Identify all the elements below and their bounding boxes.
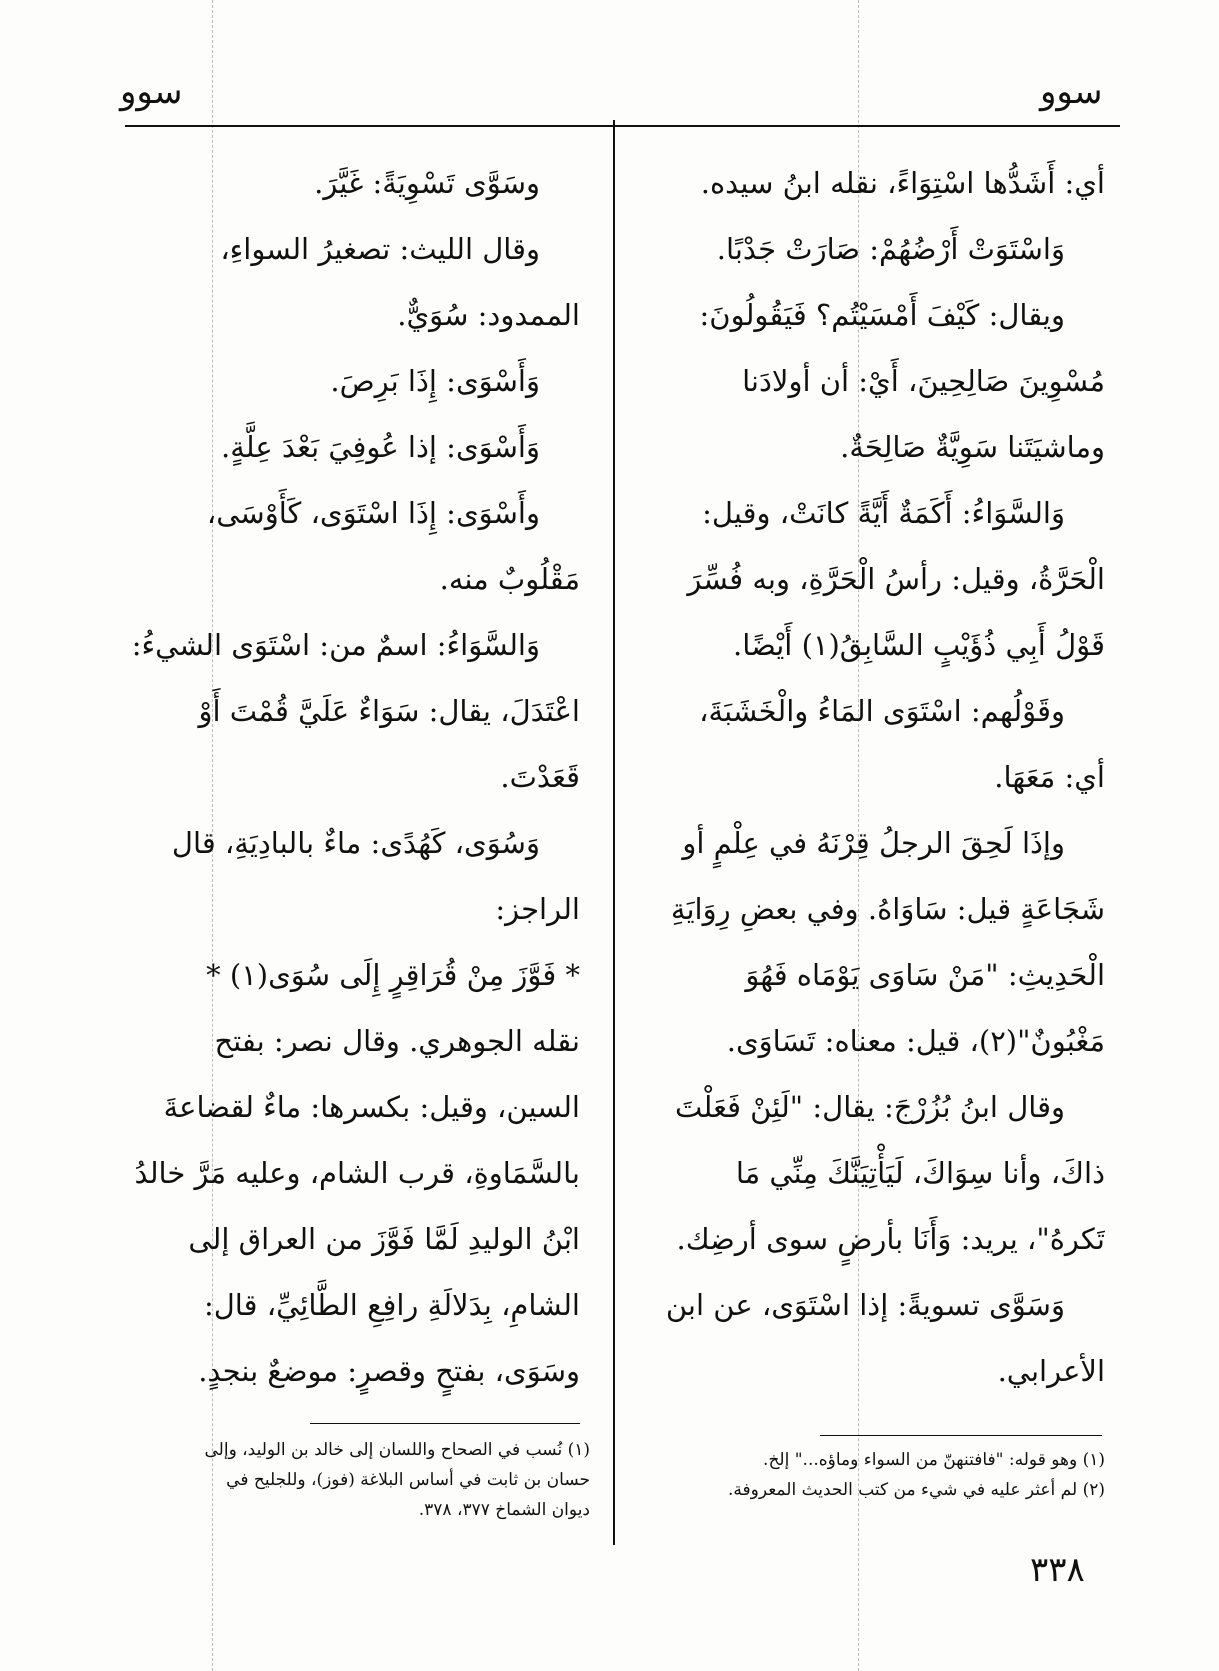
text-line: الأعرابي.: [997, 1354, 1105, 1388]
text-line: وَالسَّوَاءُ: اسمٌ من: اسْتَوَى الشيءُ:: [131, 628, 540, 662]
footnote-rule-left: [310, 1423, 580, 1424]
text-line: بالسَّمَاوةِ، قرب الشام، وعليه مَرَّ خالدُ: [134, 1156, 580, 1190]
header-rule: [125, 125, 1120, 127]
text-line: وقال ابنُ بُزُرْجَ: يقال: "لَئِنْ فَعَلْتَ: [675, 1090, 1065, 1124]
text-line: وماشيَتَنا سَوِيَّةٌ صَالِحَةٌ.: [840, 430, 1105, 464]
text-line: نقله الجوهري. وقال نصر: بفتح: [214, 1024, 580, 1058]
text-line: شَجَاعَةٍ قيل: سَاوَاهُ. وفي بعضِ رِوَايَةِ: [670, 892, 1105, 926]
column-divider: [613, 120, 615, 1545]
text-line: وَأَسْوَى: إذا عُوفِيَ بَعْدَ عِلَّةٍ.: [221, 430, 540, 464]
right-column: [650, 150, 1105, 1404]
text-line: تَكرهُ"، يريد: وَأَنَا بأرضٍ سوى أرضِك.: [676, 1222, 1105, 1256]
text-line: الراجز:: [495, 892, 580, 926]
text-line: وقال الليث: تصغيرُ السواءِ،: [220, 232, 540, 266]
text-line: وَالسَّوَاءُ: أَكَمَةٌ أَيَّةً كانَتْ، وقيل:: [702, 496, 1065, 530]
text-line: أي: أَشَدُّها اسْتِوَاءً، نقله ابنُ سيده.: [700, 166, 1105, 200]
text-line: وإذَا لَحِقَ الرجلُ قِرْنَهُ في عِلْمٍ أو: [682, 826, 1065, 860]
text-line: وَاسْتَوَتْ أَرْضُهُمْ: صَارَتْ جَدْبًا.: [716, 232, 1065, 266]
text-line: وقَوْلُهم: اسْتَوَى المَاءُ والْخَشَبَةَ،: [699, 694, 1065, 728]
footnotes-right: [640, 1445, 1105, 1505]
text-line: وسَوَّى تَسْوِيَةً: غَيَّرَ.: [314, 166, 540, 200]
footnote-line: ديوان الشماخ ٣٧٧، ٣٧٨.: [418, 1500, 590, 1520]
text-line: وسَوَى، بفتحٍ وقصرٍ: موضعٌ بنجدٍ.: [198, 1354, 580, 1388]
page-number: ٣٣٨: [1030, 1550, 1085, 1590]
text-line: وَأَسْوَى: إِذَا بَرِصَ.: [330, 364, 540, 398]
running-header-right: سوو: [1040, 72, 1103, 112]
running-header-left: سوو: [120, 72, 183, 112]
footnote-line: حسان بن ثابت في أساس البلاغة (فوز)، وللجليح في: [226, 1470, 590, 1490]
text-line: مُسْوِينَ صَالِحِينَ، أَيْ: أن أولادَنا: [742, 364, 1105, 398]
footnote-line: (١) نُسب في الصحاح واللسان إلى خالد بن الوليد، وإلى: [204, 1440, 590, 1460]
footnote-line: (١) وهو قوله: "فافتنهنّ من السواء وماؤه..." إلخ.: [763, 1450, 1105, 1470]
text-line: * فَوَّزَ مِنْ قُرَاقِرٍ إِلَى سُوَى(١) *: [206, 958, 580, 992]
text-line: أي: مَعَهَا.: [994, 760, 1105, 794]
text-line: الْحَدِيثِ: "مَنْ سَاوَى يَوْمَاه فَهُوَ: [745, 958, 1105, 992]
left-column: [125, 150, 580, 1404]
text-line: وَسَوَّى تسويةً: إذا اسْتَوَى، عن ابن: [665, 1288, 1065, 1322]
footnote-line: (٢) لم أعثر عليه في شيء من كتب الحديث المعروفة.: [728, 1480, 1105, 1500]
text-line: وأَسْوَى: إِذَا اسْتَوَى، كَأَوْسَى،: [206, 496, 540, 530]
text-line: الْحَرَّةُ، وقيل: رأسُ الْحَرَّةِ، وبه فُسِّرَ: [687, 562, 1105, 596]
text-line: ويقال: كَيْفَ أَمْسَيْتُم؟ فَيَقُولُونَ:: [699, 298, 1065, 332]
text-line: قَعَدْتَ.: [500, 760, 580, 794]
text-line: مَقْلُوبٌ منه.: [439, 562, 580, 596]
text-line: مَغْبُونٌ"(٢)، قيل: معناه: تَسَاوَى.: [726, 1024, 1105, 1058]
text-line: ذاكَ، وأنا سِوَاكَ، لَيَأْتِيَنَّكَ مِنِّي مَا: [735, 1156, 1105, 1190]
text-line: اعْتَدَلَ، يقال: سَوَاءٌ عَلَيَّ قُمْتَ أَوْ: [198, 694, 580, 728]
footnote-rule-right: [820, 1435, 1102, 1436]
text-line: ابْنُ الوليدِ لَمَّا فَوَّزَ من العراق إلى: [188, 1222, 580, 1256]
footnotes-left: [125, 1435, 590, 1525]
text-line: الشامِ، بِدَلالَةِ رافِعِ الطَّائِيِّ، قال:: [203, 1288, 580, 1322]
text-line: قَوْلُ أَبِي ذُؤَيْبٍ السَّابِقُ(١) أَيْضًا.: [733, 628, 1105, 662]
text-line: السين، وقيل: بكسرها: ماءٌ لقضاعةَ: [163, 1090, 580, 1124]
text-line: الممدود: سُوَيٌّ.: [397, 298, 580, 332]
text-line: وَسُوَى، كَهُدًى: ماءٌ بالبادِيَةِ، قال: [171, 826, 540, 860]
